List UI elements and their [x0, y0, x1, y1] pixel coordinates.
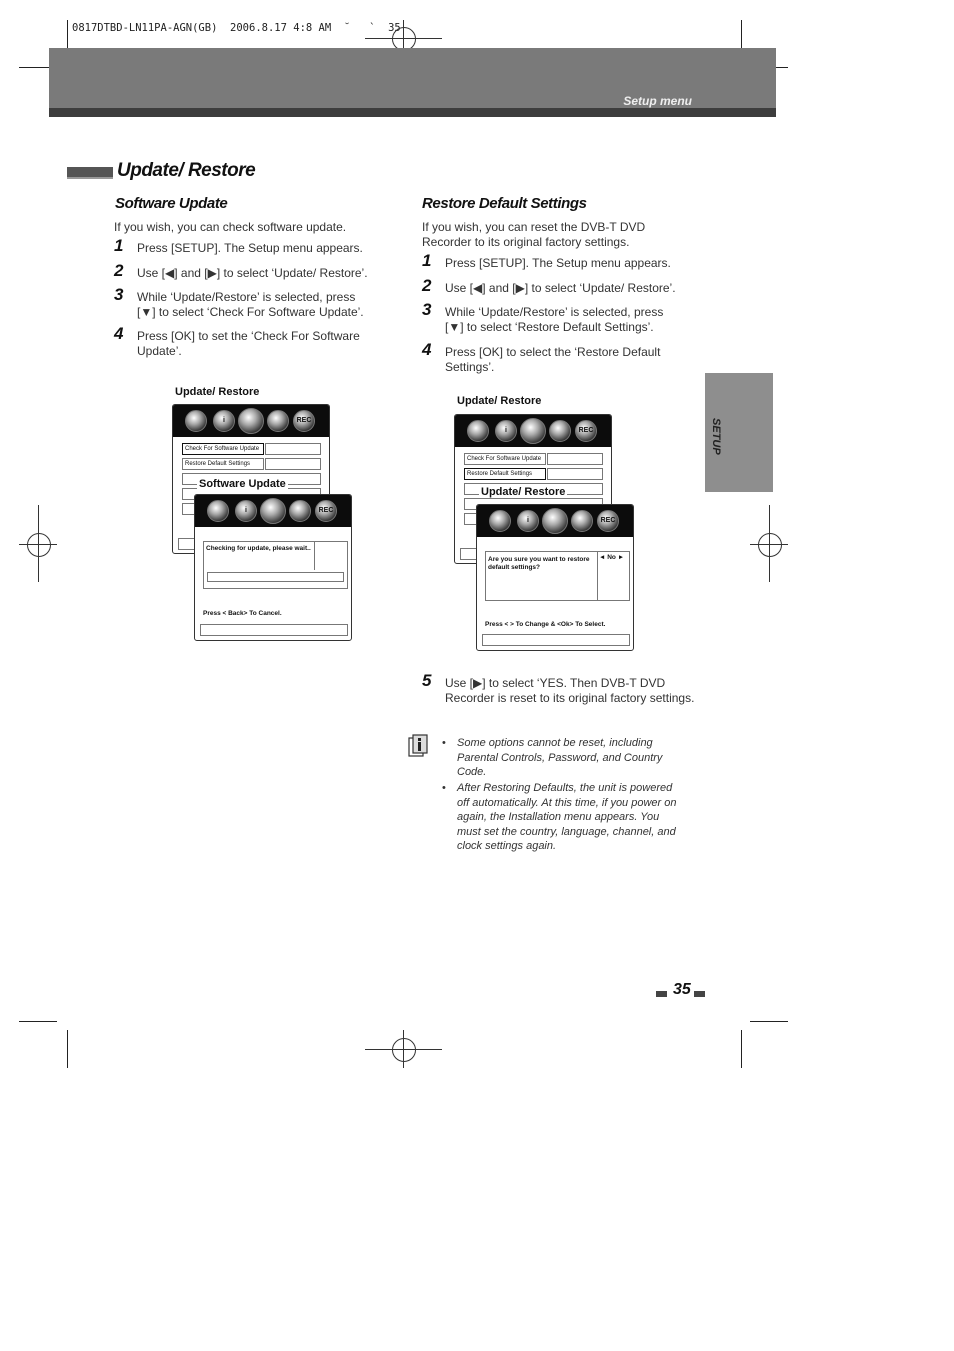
dialog-box	[203, 541, 348, 589]
update-icon	[238, 408, 264, 434]
restore-default-intro: If you wish, you can reset the DVB-T DVD Recorder to its original factory settings.	[422, 220, 646, 249]
registration-mark	[769, 505, 770, 582]
footer-bar	[200, 624, 348, 636]
lock-icon	[467, 420, 489, 442]
lock-icon	[489, 510, 511, 532]
step-text: Press [SETUP]. The Setup menu appears.	[445, 256, 671, 270]
page-number-decoration	[694, 991, 705, 997]
tools-icon	[289, 500, 311, 522]
step-text: Press [OK] to set the ‘Check For Software Update’.	[137, 329, 360, 358]
menu-icon-bar	[477, 505, 633, 537]
dialog-box	[485, 551, 630, 601]
info-icon: i	[213, 410, 235, 432]
step-text: While ‘Update/Restore’ is selected, press [▼] to select ‘Restore Default Settings’.	[445, 305, 664, 334]
rec-icon: REC	[293, 410, 315, 432]
menu-icon-bar	[455, 415, 611, 447]
title-decoration	[67, 177, 113, 179]
registration-mark	[758, 533, 782, 557]
info-icon: i	[517, 510, 539, 532]
step-number: 2	[422, 276, 432, 295]
update-icon	[542, 508, 568, 534]
side-tab-label: SETUP	[710, 418, 722, 455]
option-check-for-software-update[interactable]: Check For Software Update	[182, 443, 264, 455]
dialog-message: Checking for update, please wait..	[206, 545, 311, 552]
step-text: Press [SETUP]. The Setup menu appears.	[137, 241, 363, 255]
registration-mark	[27, 533, 51, 557]
lock-icon	[207, 500, 229, 522]
software-update-intro: If you wish, you can check software update.	[114, 220, 347, 234]
restore-default-heading: Restore Default Settings	[422, 195, 587, 212]
screen-label: Software Update	[199, 478, 286, 490]
step-text: Use [▶] to select ‘YES. Then DVB-T DVD Recorder is reset to its original factory settings.	[445, 676, 695, 705]
menu-icon-bar	[173, 405, 329, 437]
dialog-divider	[314, 542, 315, 570]
option-value-cell	[547, 468, 603, 480]
progress-bar	[207, 572, 344, 582]
header-section-label: Setup menu	[623, 94, 692, 108]
update-icon	[520, 418, 546, 444]
page-number-decoration	[656, 991, 667, 997]
note-icon	[407, 733, 431, 759]
step-text: Use [◀] and [▶] to select ‘Update/ Restore’.	[137, 266, 368, 280]
dialog-value-selector[interactable]: ◄ No ►	[599, 554, 625, 561]
rec-icon: REC	[597, 510, 619, 532]
screen-label: Update/ Restore	[481, 486, 566, 498]
crop-mark	[19, 1021, 57, 1022]
info-icon: i	[235, 500, 257, 522]
bullet-marker: •	[442, 737, 446, 749]
step-text: Use [◀] and [▶] to select ‘Update/ Restore’.	[445, 281, 676, 295]
option-value-cell	[265, 458, 321, 470]
crop-mark	[741, 1030, 742, 1068]
step-number: 3	[422, 300, 432, 319]
registration-mark	[38, 505, 39, 582]
footer-bar	[482, 634, 630, 646]
option-value-cell	[265, 443, 321, 455]
step-number: 4	[114, 324, 124, 343]
step-number: 1	[422, 251, 432, 270]
crop-mark	[750, 1021, 788, 1022]
step-number: 1	[114, 236, 124, 255]
note-item: Some options cannot be reset, including Parental Controls, Password, and Country Code.	[457, 737, 663, 778]
screen-label: Update/ Restore	[175, 386, 260, 398]
tools-icon	[549, 420, 571, 442]
page-number: 35	[673, 981, 691, 998]
software-update-heading: Software Update	[115, 195, 228, 212]
dialog-message: Are you sure you want to restore default settings?	[488, 556, 590, 571]
dialog-divider	[597, 552, 598, 600]
menu-icon-bar	[195, 495, 351, 527]
note-item: After Restoring Defaults, the unit is powered off automatically. At this time, if you power on again, the Installation menu appears. You must set the country, language, channel, and clock settings again.	[457, 782, 677, 852]
step-number: 2	[114, 261, 124, 280]
option-check-for-software-update[interactable]: Check For Software Update	[464, 453, 546, 465]
screen-label: Update/ Restore	[457, 395, 542, 407]
header-strip	[49, 108, 776, 117]
step-text: While ‘Update/Restore’ is selected, press [▼] to select ‘Check For Software Update’.	[137, 290, 364, 319]
lock-icon	[185, 410, 207, 432]
info-icon: i	[495, 420, 517, 442]
tools-icon	[571, 510, 593, 532]
step-number: 3	[114, 285, 124, 304]
rec-icon: REC	[315, 500, 337, 522]
menu-window-front	[194, 494, 352, 641]
option-value-cell	[547, 453, 603, 465]
option-restore-default-settings[interactable]: Restore Default Settings	[464, 468, 546, 480]
print-header: 0817DTBD-LN11PA-AGN(GB) 2006.8.17 4:8 AM ˘ ` 35	[72, 22, 401, 34]
step-text: Press [OK] to select the ‘Restore Default Settings’.	[445, 345, 661, 374]
update-icon	[260, 498, 286, 524]
step-number: 4	[422, 340, 432, 359]
crop-mark	[67, 1030, 68, 1068]
bullet-marker: •	[442, 782, 446, 794]
dialog-footer: Press < > To Change & <Ok> To Select.	[485, 621, 606, 628]
menu-window-front	[476, 504, 634, 651]
registration-mark	[392, 1038, 416, 1062]
rec-icon: REC	[575, 420, 597, 442]
option-restore-default-settings[interactable]: Restore Default Settings	[182, 458, 264, 470]
registration-mark	[403, 1030, 404, 1068]
step-number: 5	[422, 671, 432, 690]
dialog-footer: Press < Back> To Cancel.	[203, 610, 282, 617]
page-title: Update/ Restore	[117, 160, 256, 181]
tools-icon	[267, 410, 289, 432]
